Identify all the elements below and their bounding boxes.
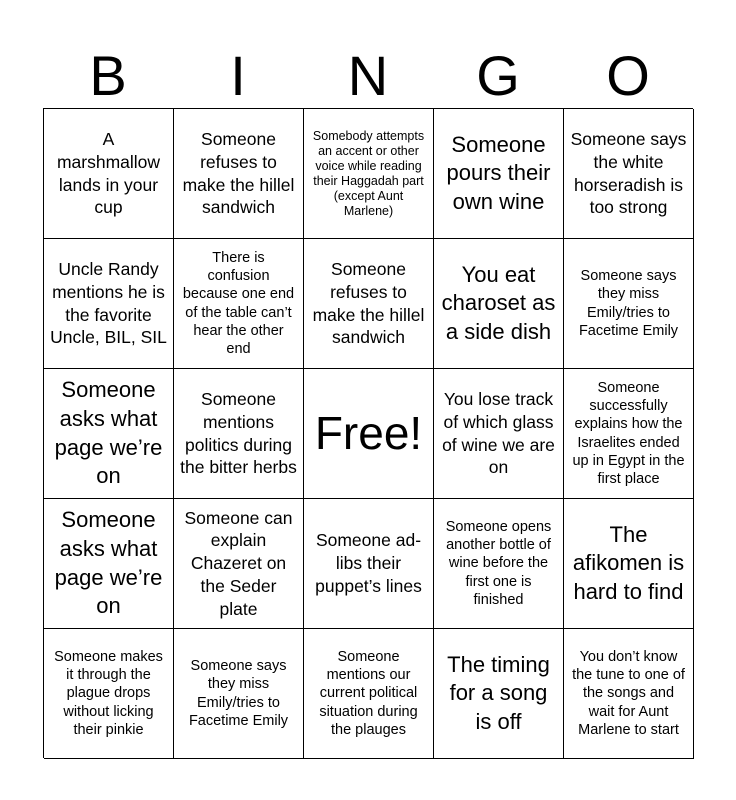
bingo-cell[interactable]: Someone successfully explains how the Israelites ended up in Egypt in the first place	[564, 369, 694, 499]
bingo-header	[43, 44, 693, 108]
bingo-cell[interactable]: You don’t know the tune to one of the songs and wait for Aunt Marlene to start	[564, 629, 694, 759]
free-space[interactable]: Free!	[304, 369, 434, 499]
header-letter-n: N	[347, 44, 389, 107]
bingo-cell[interactable]: Someone asks what page we’re on	[44, 369, 174, 499]
bingo-cell[interactable]: Someone says they miss Emily/tries to Facetime Emily	[564, 239, 694, 369]
bingo-cell[interactable]: Somebody attempts an accent or other voice while reading their Haggadah part (except Aunt Marlene)	[304, 109, 434, 239]
bingo-cell[interactable]: Uncle Randy mentions he is the favorite Uncle, BIL, SIL	[44, 239, 174, 369]
bingo-cell[interactable]: There is confusion because one end of the table can’t hear the other end	[174, 239, 304, 369]
bingo-cell[interactable]: Someone mentions politics during the bitter herbs	[174, 369, 304, 499]
header-letter-b: B	[89, 44, 127, 107]
bingo-cell[interactable]: Someone refuses to make the hillel sandwich	[174, 109, 304, 239]
header-letter-g: G	[476, 44, 520, 107]
bingo-cell[interactable]: Someone refuses to make the hillel sandwich	[304, 239, 434, 369]
bingo-cell[interactable]: The afikomen is hard to find	[564, 499, 694, 629]
bingo-cell[interactable]: Someone ad-libs their puppet’s lines	[304, 499, 434, 629]
bingo-cell[interactable]: A marshmallow lands in your cup	[44, 109, 174, 239]
bingo-cell[interactable]: You lose track of which glass of wine we are on	[434, 369, 564, 499]
bingo-cell[interactable]: Someone opens another bottle of wine before the first one is finished	[434, 499, 564, 629]
bingo-cell[interactable]: Someone makes it through the plague drops without licking their pinkie	[44, 629, 174, 759]
bingo-cell[interactable]: Someone mentions our current political situation during the plauges	[304, 629, 434, 759]
bingo-cell[interactable]: Someone can explain Chazeret on the Seder plate	[174, 499, 304, 629]
bingo-cell[interactable]: Someone says the white horseradish is too strong	[564, 109, 694, 239]
bingo-cell[interactable]: The timing for a song is off	[434, 629, 564, 759]
header-letter-i: I	[230, 44, 246, 107]
bingo-grid	[43, 108, 693, 758]
bingo-cell[interactable]: Someone pours their own wine	[434, 109, 564, 239]
bingo-cell[interactable]: Someone says they miss Emily/tries to Facetime Emily	[174, 629, 304, 759]
bingo-cell[interactable]: You eat charoset as a side dish	[434, 239, 564, 369]
header-letter-o: O	[606, 44, 650, 107]
bingo-cell[interactable]: Someone asks what page we’re on	[44, 499, 174, 629]
